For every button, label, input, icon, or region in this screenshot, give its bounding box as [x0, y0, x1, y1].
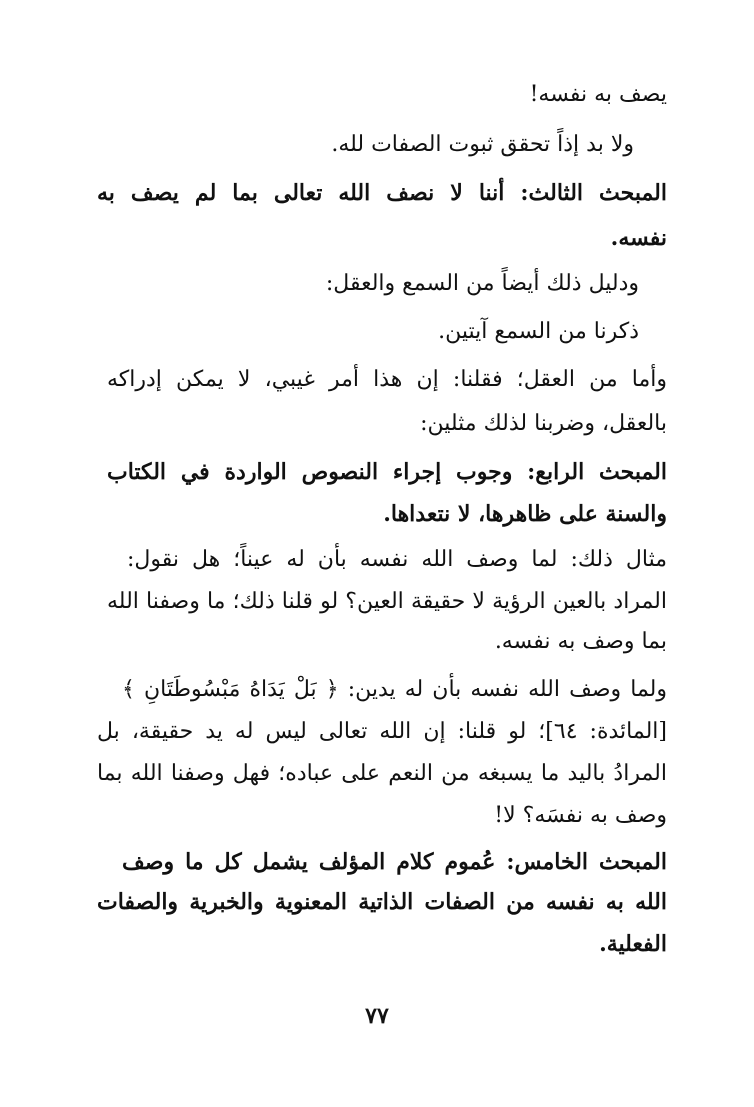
text-line: المرادُ باليد ما يسبغه من النعم على عباده؛ فهل وصفنا الله بما — [97, 761, 667, 786]
text-line: المراد بالعين الرؤية لا حقيقة العين؟ لو قلنا ذلك؛ ما وصفنا الله — [107, 589, 667, 614]
section-heading-5-end: الفعلية. — [599, 931, 667, 957]
text-line: يصف به نفسه! — [529, 82, 667, 107]
section-heading-3: المبحث الثالث: أننا لا نصف الله تعالى بما لم يصف به — [97, 180, 667, 206]
page-number: ٧٧ — [365, 1003, 389, 1029]
section-heading-5-cont: الله به نفسه من الصفات الذاتية المعنوية والخبرية والصفات — [97, 889, 667, 915]
text-line: ذكرنا من السمع آيتين. — [438, 319, 639, 344]
text-line: بما وصف به نفسه. — [494, 629, 667, 654]
section-heading-4-cont: والسنة على ظاهرها، لا نتعداها. — [383, 501, 667, 527]
text-line: وصف به نفسَه؟ لا! — [494, 803, 667, 828]
text-line: ولا بد إذاً تحقق ثبوت الصفات لله. — [331, 132, 634, 157]
section-heading-3-cont: نفسه. — [610, 225, 667, 251]
text-line: مثال ذلك: لما وصف الله نفسه بأن له عيناً؛ هل نقول: — [127, 547, 667, 572]
section-heading-5: المبحث الخامس: عُموم كلام المؤلف يشمل كل ما وصف — [122, 849, 667, 875]
quran-verse-line: ولما وصف الله نفسه بأن له يدين: ﴿ بَلْ يَدَاهُ مَبْسُوطَتَانِ ﴾ — [122, 677, 667, 702]
section-heading-4: المبحث الرابع: وجوب إجراء النصوص الواردة في الكتاب — [107, 459, 667, 485]
text-line: وأما من العقل؛ فقلنا: إن هذا أمر غيبي، لا يمكن إدراكه — [107, 367, 667, 392]
text-line: [المائدة: ٦٤]؛ لو قلنا: إن الله تعالى ليس له يد حقيقة، بل — [97, 719, 667, 744]
text-line: بالعقل، وضربنا لذلك مثلين: — [420, 411, 667, 436]
text-line: ودليل ذلك أيضاً من السمع والعقل: — [325, 271, 639, 296]
